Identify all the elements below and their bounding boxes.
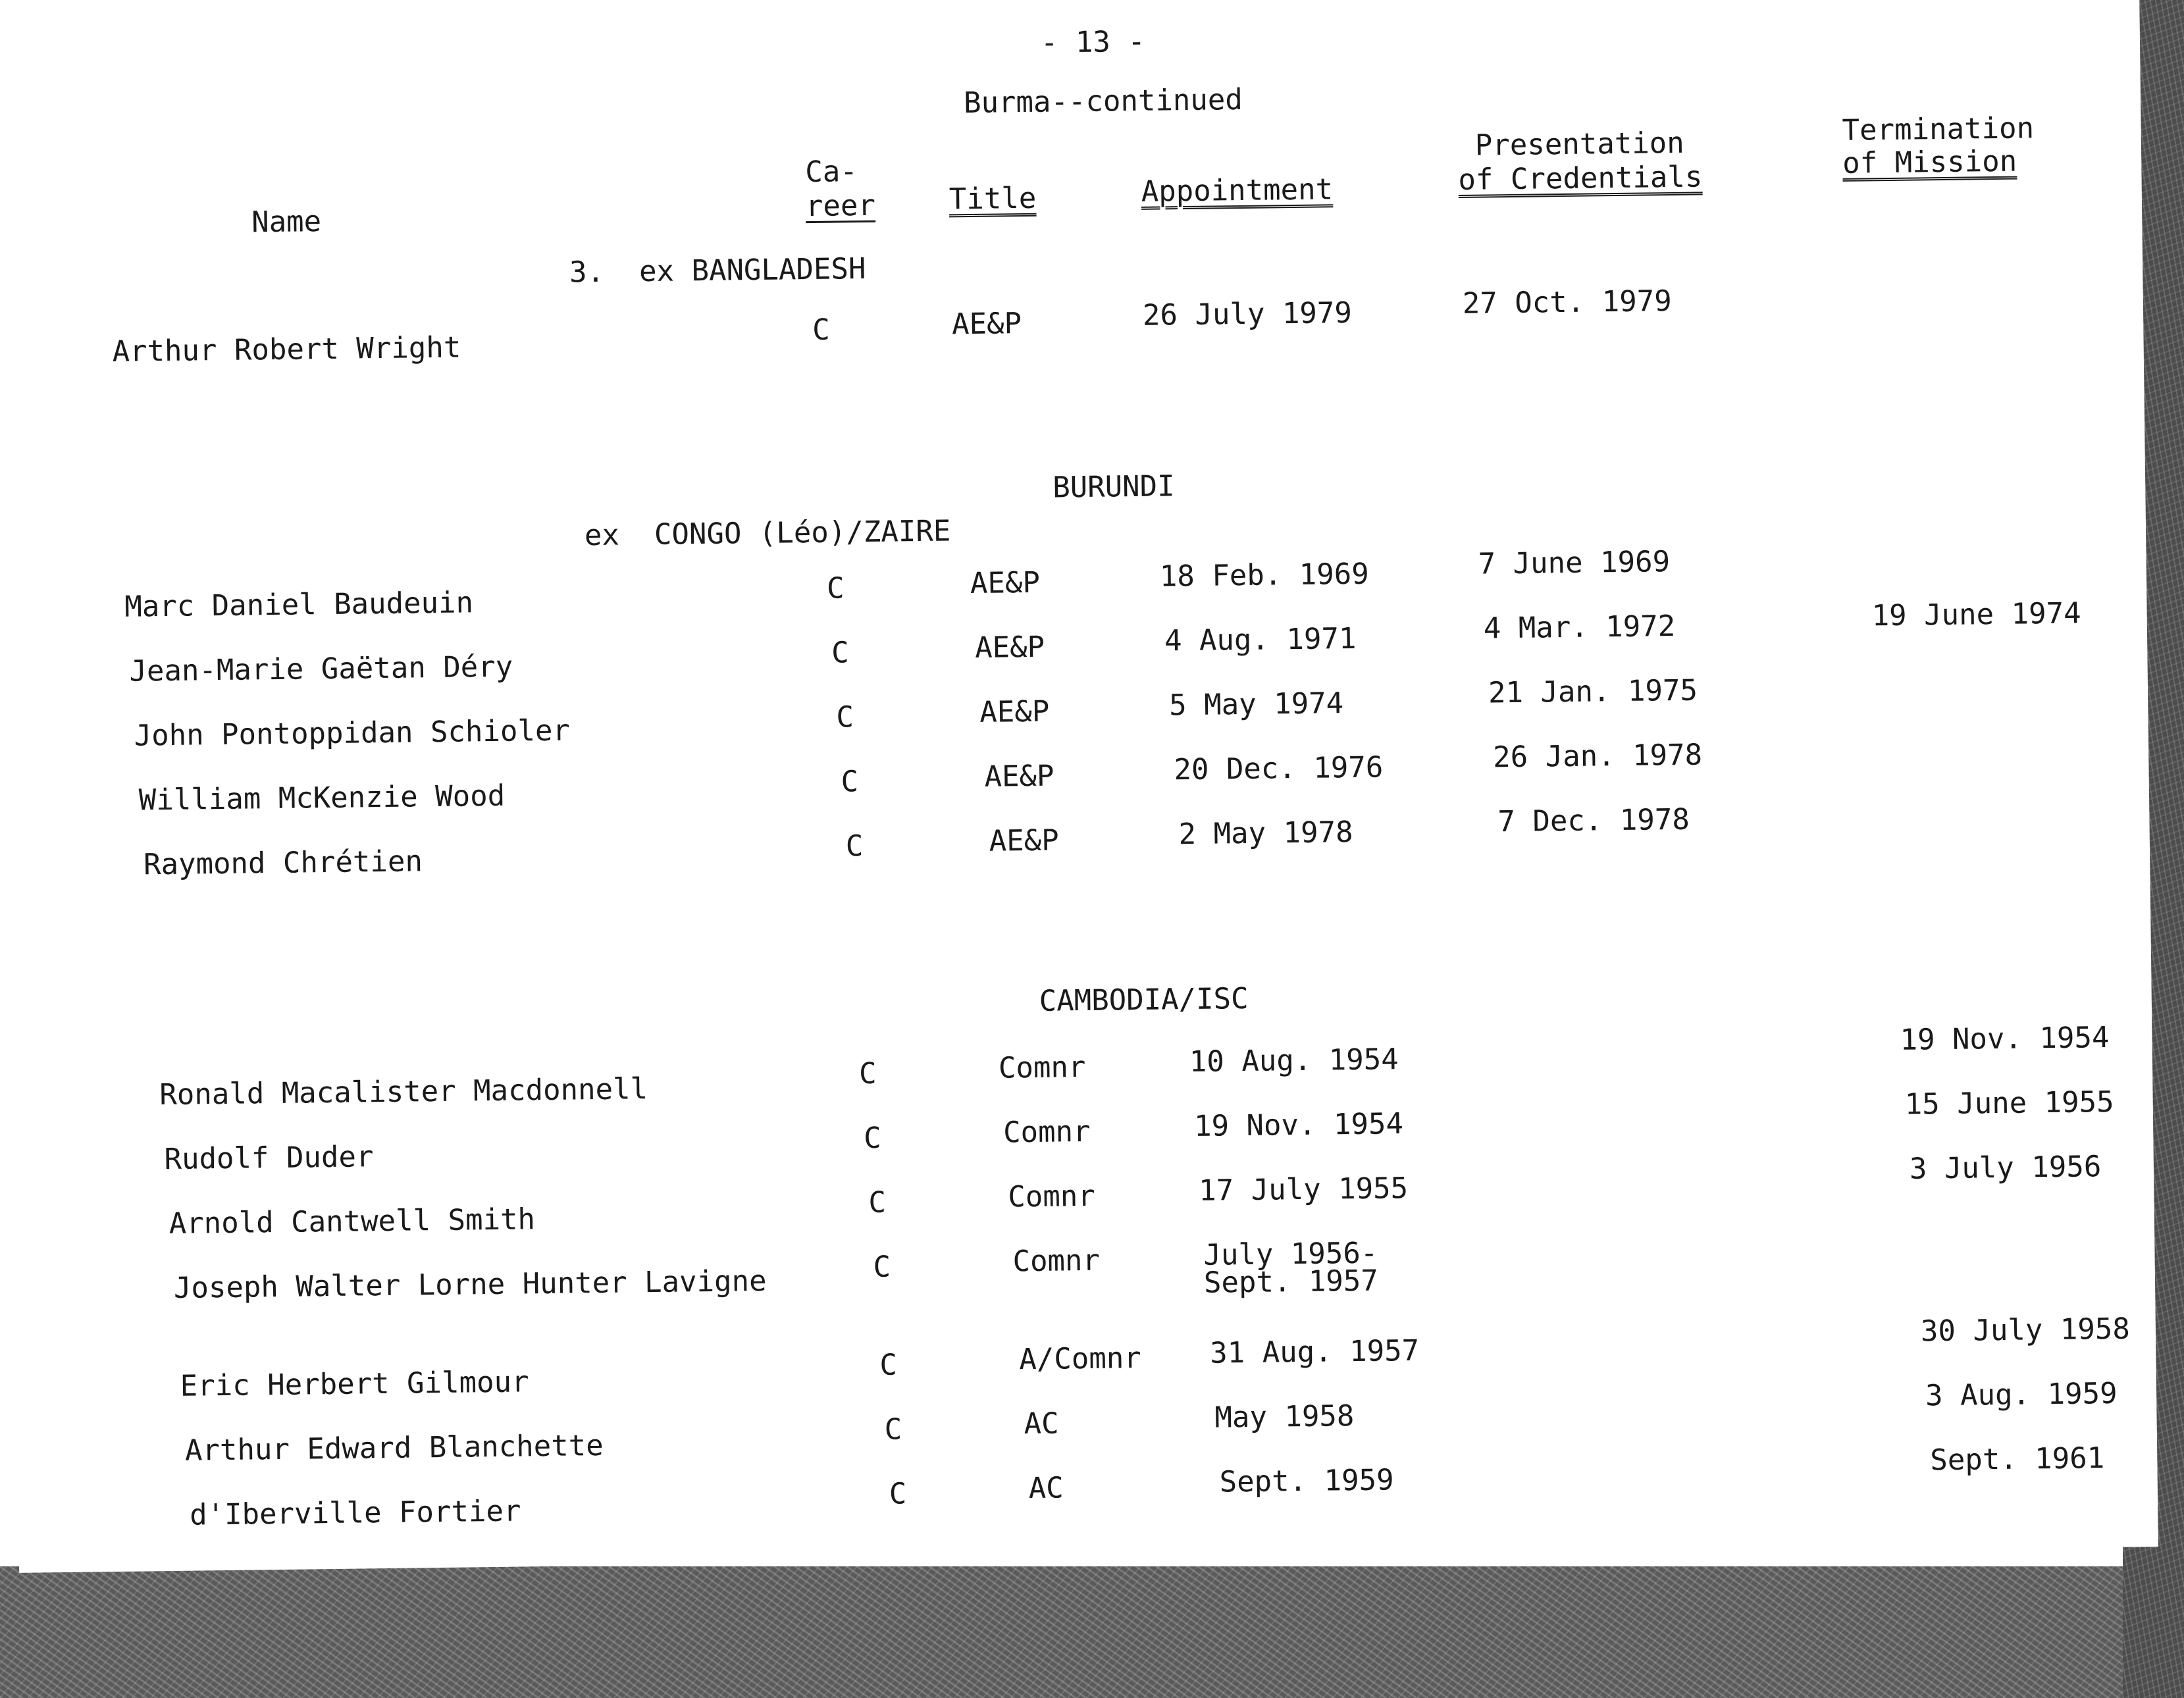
row-credentials: 27 Oct. 1979 <box>1462 284 1672 321</box>
row-credentials: 21 Jan. 1975 <box>1488 673 1698 710</box>
row-termination: Sept. 1961 <box>1930 1441 2105 1478</box>
row-name: Arnold Cantwell Smith <box>169 1202 536 1241</box>
column-header-title: Title <box>949 181 1037 217</box>
row-career: C <box>831 636 850 670</box>
row-appointment: July 1956- <box>1203 1236 1378 1272</box>
column-header-appointment: Appointment <box>1141 172 1334 209</box>
page-number: - 13 - <box>1040 24 1146 60</box>
row-title: Comnr <box>998 1050 1086 1085</box>
row-career: C <box>836 700 854 734</box>
row-title: AC <box>1024 1406 1059 1441</box>
row-name: Ronald Macalister Macdonnell <box>159 1072 648 1112</box>
section-heading-cambodia-isc: CAMBODIA/ISC <box>1039 981 1249 1018</box>
row-appointment: 2 May 1978 <box>1178 815 1353 852</box>
row-appointment: Sept. 1959 <box>1219 1463 1394 1499</box>
row-title: AC <box>1028 1471 1064 1506</box>
row-appointment-line2: Sept. 1957 <box>1203 1264 1379 1300</box>
row-name: Eric Herbert Gilmour <box>180 1365 529 1403</box>
row-title: Comnr <box>1002 1114 1091 1150</box>
row-career: C <box>884 1412 902 1447</box>
row-credentials: 4 Mar. 1972 <box>1483 609 1676 646</box>
row-title: Comnr <box>1012 1243 1101 1279</box>
row-appointment: 20 Dec. 1976 <box>1174 750 1384 787</box>
row-appointment: 31 Aug. 1957 <box>1209 1333 1420 1370</box>
row-termination: 3 Aug. 1959 <box>1925 1376 2118 1413</box>
subsection-ex-congo-zaire: ex CONGO (Léo)/ZAIRE <box>584 514 951 553</box>
row-termination: 19 Nov. 1954 <box>1900 1020 2110 1057</box>
row-credentials: 26 Jan. 1978 <box>1492 738 1703 775</box>
row-appointment: 26 July 1979 <box>1142 296 1353 332</box>
row-career: C <box>879 1348 898 1382</box>
column-header-presentation-line1: Presentation <box>1474 126 1685 163</box>
row-appointment: 10 Aug. 1954 <box>1189 1042 1399 1079</box>
row-title: AE&P <box>989 823 1060 858</box>
section-heading-burundi: BURUNDI <box>1052 469 1175 505</box>
row-career: C <box>812 313 831 347</box>
scan-background-bottom <box>0 1566 2184 1698</box>
row-title: AE&P <box>970 565 1041 601</box>
row-name: Jean-Marie Gaëtan Déry <box>129 650 513 688</box>
row-career: C <box>826 571 845 605</box>
row-name: William McKenzie Wood <box>138 779 506 817</box>
row-career: C <box>873 1250 891 1284</box>
row-title: A/Comnr <box>1019 1341 1142 1377</box>
row-appointment: 18 Feb. 1969 <box>1159 557 1370 594</box>
column-header-name: Name <box>251 205 322 240</box>
row-appointment: 17 July 1955 <box>1198 1171 1409 1208</box>
row-name: Raymond Chrétien <box>143 844 423 882</box>
row-name: Arthur Edward Blanchette <box>184 1428 604 1468</box>
column-header-career-line1: Ca- <box>804 155 858 190</box>
row-career: C <box>863 1121 882 1156</box>
row-name: Rudolf Duder <box>164 1140 374 1177</box>
column-header-termination-line1: Termination <box>1842 111 2035 147</box>
row-career: C <box>858 1056 877 1091</box>
row-credentials: 7 Dec. 1978 <box>1497 802 1690 839</box>
row-appointment: May 1958 <box>1214 1399 1355 1435</box>
row-name: Marc Daniel Baudeuin <box>124 586 474 624</box>
row-title: AE&P <box>979 694 1050 729</box>
row-name: Arthur Robert Wright <box>112 330 461 369</box>
row-title: AE&P <box>974 630 1045 665</box>
row-credentials: 7 June 1969 <box>1478 545 1671 581</box>
row-name: Joseph Walter Lorne Hunter Lavigne <box>173 1264 767 1305</box>
row-termination: 15 June 1955 <box>1904 1085 2114 1121</box>
row-termination: 3 July 1956 <box>1909 1150 2102 1186</box>
row-termination: 19 June 1974 <box>1871 596 2081 633</box>
continued-heading: Burma--continued <box>963 82 1243 120</box>
row-appointment: 4 Aug. 1971 <box>1164 621 1357 658</box>
row-career: C <box>841 765 859 799</box>
row-appointment: 19 Nov. 1954 <box>1193 1107 1404 1143</box>
row-name: d'Iberville Fortier <box>189 1494 521 1532</box>
row-title: AE&P <box>984 759 1054 794</box>
row-title: Comnr <box>1008 1179 1096 1214</box>
column-header-presentation-line2: of Credentials <box>1458 160 1703 197</box>
row-career: C <box>889 1477 907 1511</box>
row-name: John Pontoppidan Schioler <box>134 713 571 753</box>
column-header-career-line2: reer <box>805 188 876 224</box>
row-career: C <box>868 1185 887 1220</box>
row-appointment: 5 May 1974 <box>1168 686 1344 723</box>
row-career: C <box>845 829 864 863</box>
column-header-termination-line2: of Mission <box>1842 144 2017 180</box>
row-title: AE&P <box>951 307 1022 342</box>
row-termination: 30 July 1958 <box>1920 1312 2131 1349</box>
subsection-ex-bangladesh: 3. ex BANGLADESH <box>569 251 866 290</box>
